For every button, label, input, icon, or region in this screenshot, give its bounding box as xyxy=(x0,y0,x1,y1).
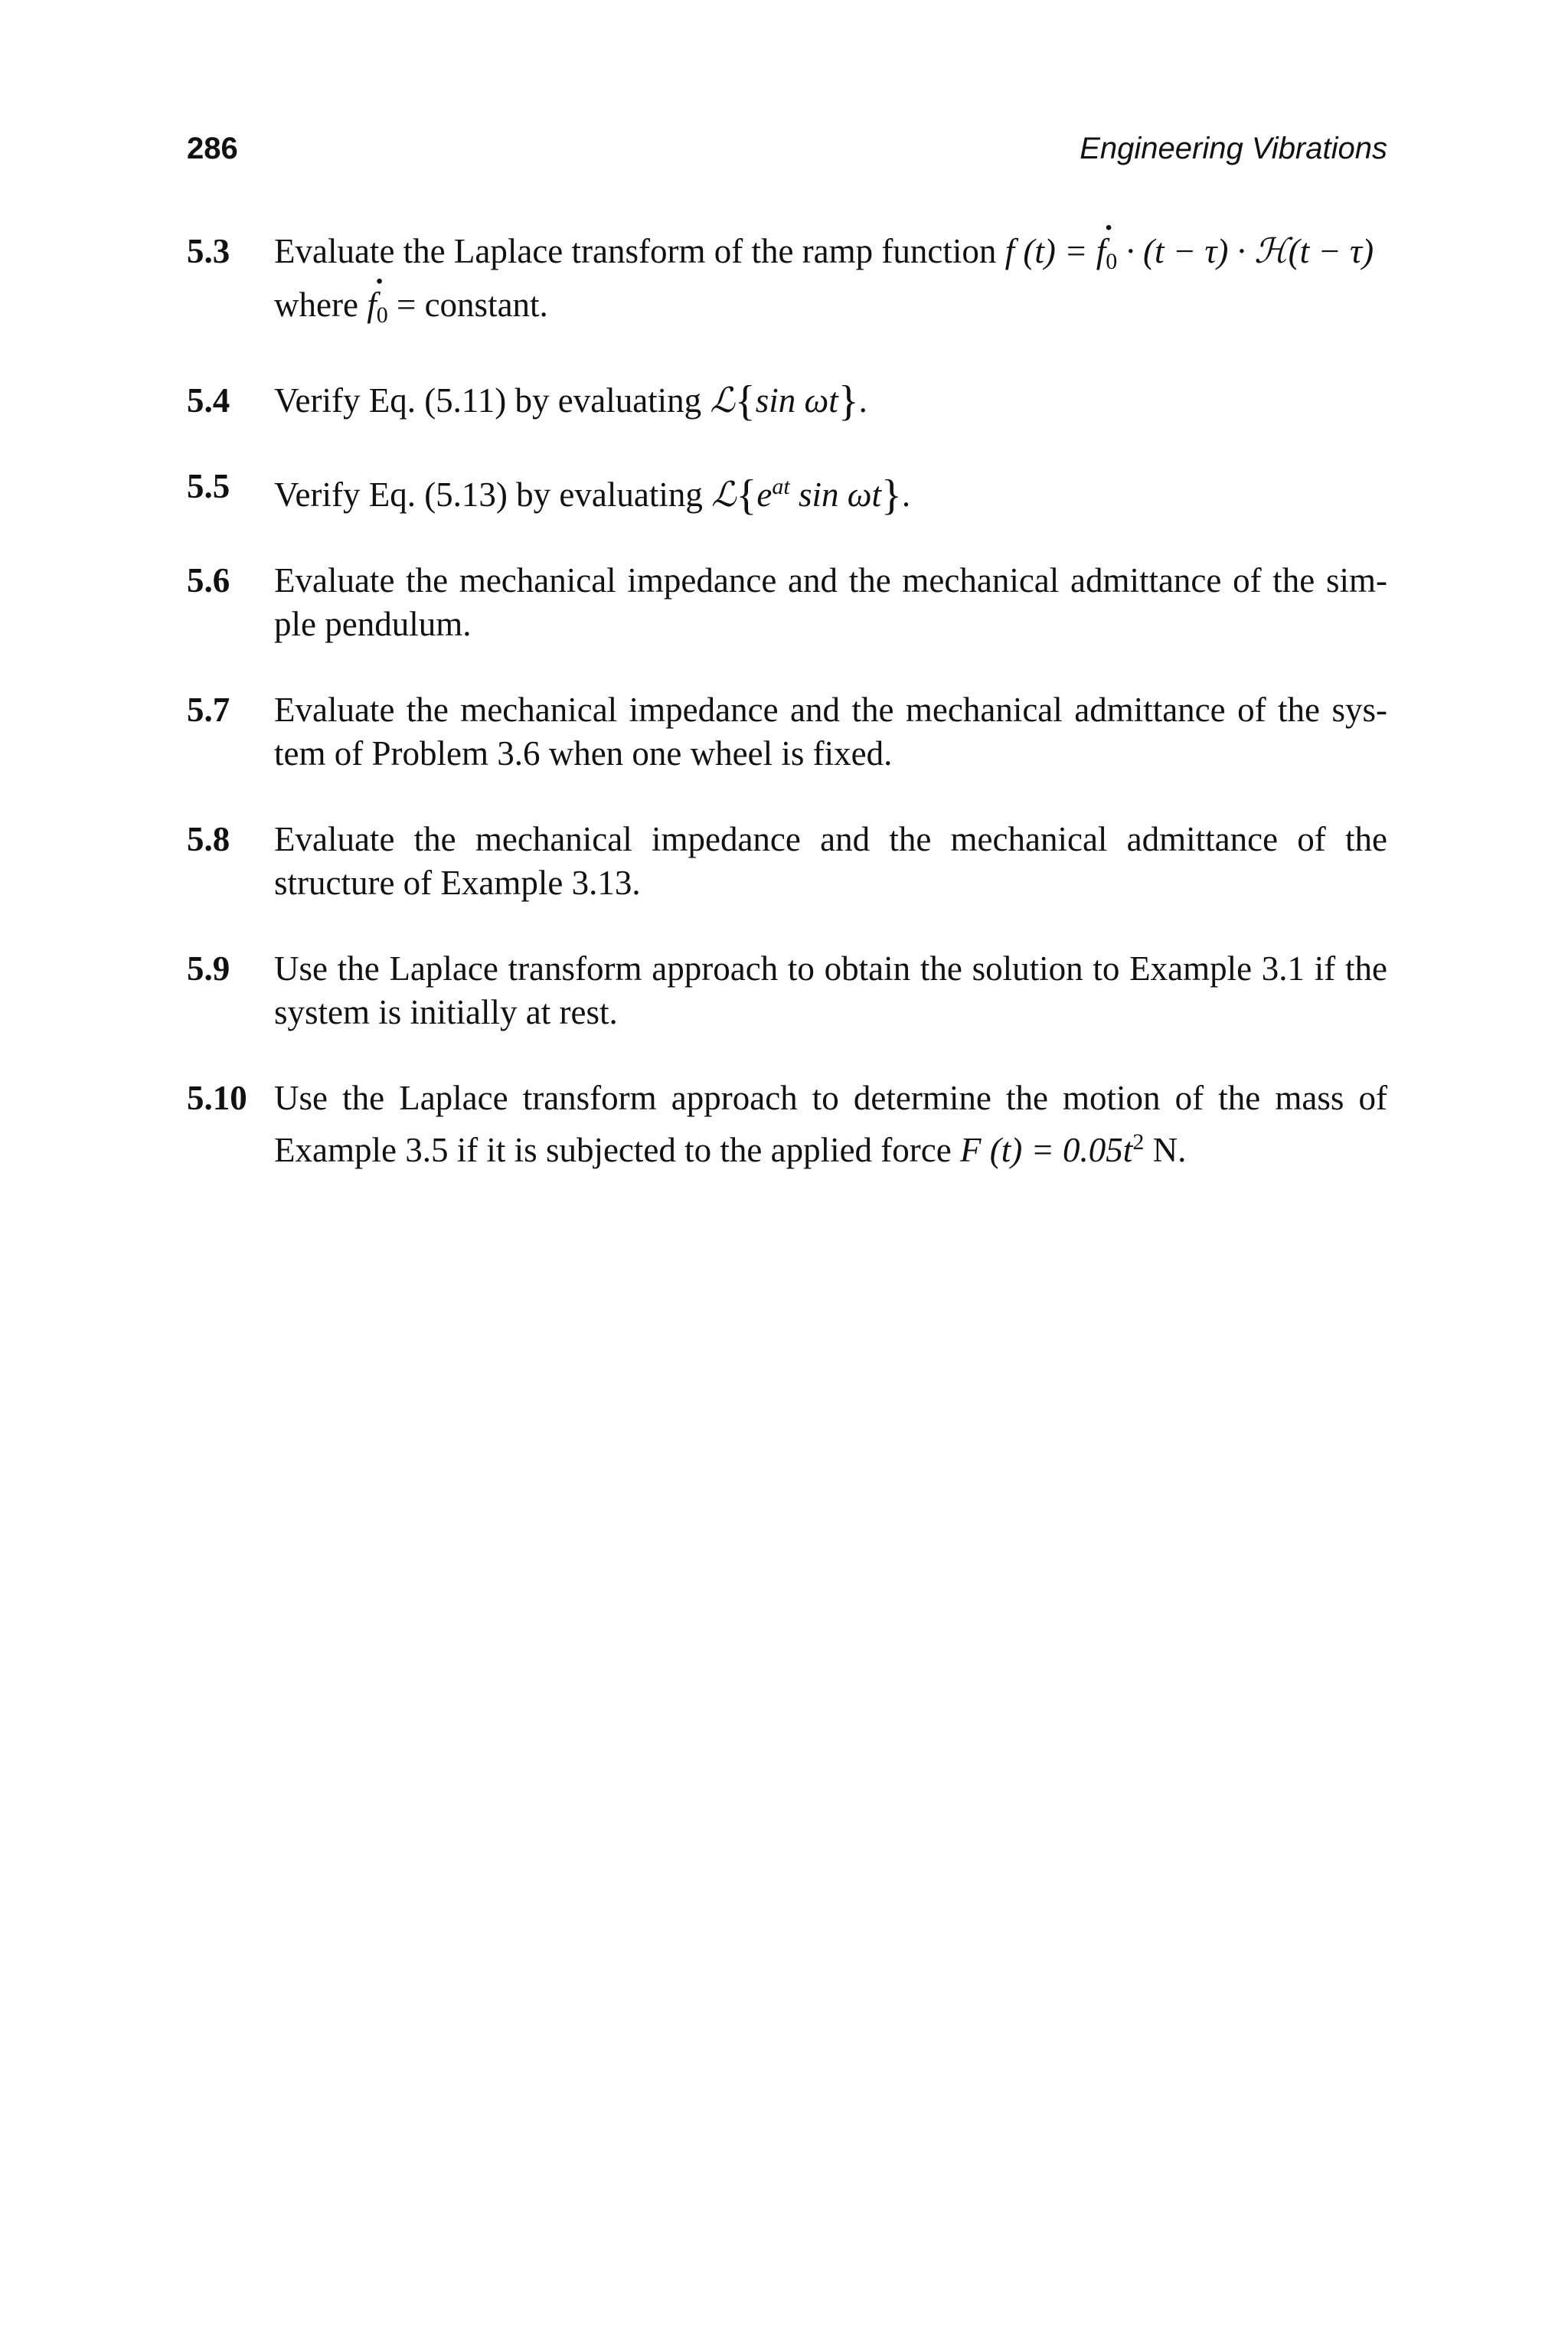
problem-5-3 xyxy=(187,230,1387,337)
problem-number: 5.4 xyxy=(187,381,230,420)
problem-text-part: . xyxy=(858,381,867,420)
page-number: 286 xyxy=(187,132,238,165)
problem-text-part: Verify Eq. (5.13) by evaluating xyxy=(274,475,712,514)
problem-text-part: Verify Eq. (5.11) by evaluating xyxy=(274,381,710,420)
problem-text xyxy=(274,465,1387,517)
math-inner: sin ωt xyxy=(755,381,838,420)
problem-text xyxy=(274,230,1387,337)
ramp-function-expression xyxy=(1004,232,1374,274)
math-subscript: 0 xyxy=(1106,249,1118,274)
brace-close: } xyxy=(838,377,859,425)
laplace-operator: ℒ xyxy=(710,381,735,420)
problem-text: Evaluate the mechanical impedance and the mechanical admittance of the sys-tem of Problem 3.6 when one wheel is fixed. xyxy=(274,691,1387,773)
problem-text xyxy=(274,379,1387,423)
math-subscript: 0 xyxy=(376,302,388,328)
laplace-expression xyxy=(710,377,859,425)
problem-text: Evaluate the mechanical impedance and the mechanical admittance of the sim-ple pendulum. xyxy=(274,561,1387,643)
running-head xyxy=(187,132,1387,178)
problem-5-9 xyxy=(187,947,1387,1034)
math-base: e xyxy=(756,475,773,514)
problem-5-8 xyxy=(187,818,1387,905)
book-title: Engineering Vibrations xyxy=(1080,132,1387,165)
f-dot-symbol xyxy=(367,283,377,327)
problem-number: 5.10 xyxy=(187,1079,247,1117)
brace-close: } xyxy=(881,472,902,519)
math-exponent: 2 xyxy=(1132,1129,1145,1155)
math-lhs: f (t) = xyxy=(1004,232,1096,270)
problem-number: 5.5 xyxy=(187,467,230,505)
laplace-operator: ℒ xyxy=(711,475,737,514)
problem-number: 5.3 xyxy=(187,232,230,270)
problem-text-part: where xyxy=(274,286,368,324)
math-rest: · (t − τ) · ℋ(t − τ) xyxy=(1117,232,1374,270)
problem-number: 5.6 xyxy=(187,561,230,600)
brace-open: { xyxy=(734,377,756,425)
problem-list xyxy=(187,230,1387,1214)
problem-text-part: = constant. xyxy=(387,286,548,324)
problem-number: 5.7 xyxy=(187,691,230,729)
problem-text: Use the Laplace transform approach to obtain the solution to Example 3.1 if the system is initially at rest. xyxy=(274,949,1387,1031)
problem-text-part: Use the Laplace transform approach to determine the motion of the mass of Example 3.5 if it is subjected to the applied force xyxy=(274,1079,1387,1169)
math-var: f xyxy=(1096,232,1106,270)
math-expression: F (t) = 0.05t xyxy=(959,1131,1133,1169)
problem-5-4 xyxy=(187,379,1387,423)
brace-open: { xyxy=(736,472,757,519)
problem-5-5 xyxy=(187,465,1387,517)
f-dot-zero-expression xyxy=(367,286,388,328)
problem-5-10 xyxy=(187,1077,1387,1172)
problem-text-part: . xyxy=(901,475,911,514)
math-var: f xyxy=(367,286,377,324)
laplace-expression xyxy=(711,472,902,519)
problem-text-part: N. xyxy=(1144,1131,1187,1169)
problem-text: Evaluate the mechanical impedance and the mechanical admittance of the structure of Example 3.13. xyxy=(274,820,1387,902)
math-exponent: at xyxy=(772,474,790,499)
problem-5-7 xyxy=(187,688,1387,776)
problem-number: 5.8 xyxy=(187,820,230,858)
problem-text xyxy=(274,1077,1387,1172)
problem-number: 5.9 xyxy=(187,949,230,988)
math-inner: sin ωt xyxy=(789,475,882,514)
problem-text-part: Evaluate the Laplace transform of the ramp function xyxy=(274,232,1005,270)
problem-5-6 xyxy=(187,559,1387,646)
force-expression xyxy=(960,1131,1144,1169)
f-dot-symbol xyxy=(1096,230,1106,273)
